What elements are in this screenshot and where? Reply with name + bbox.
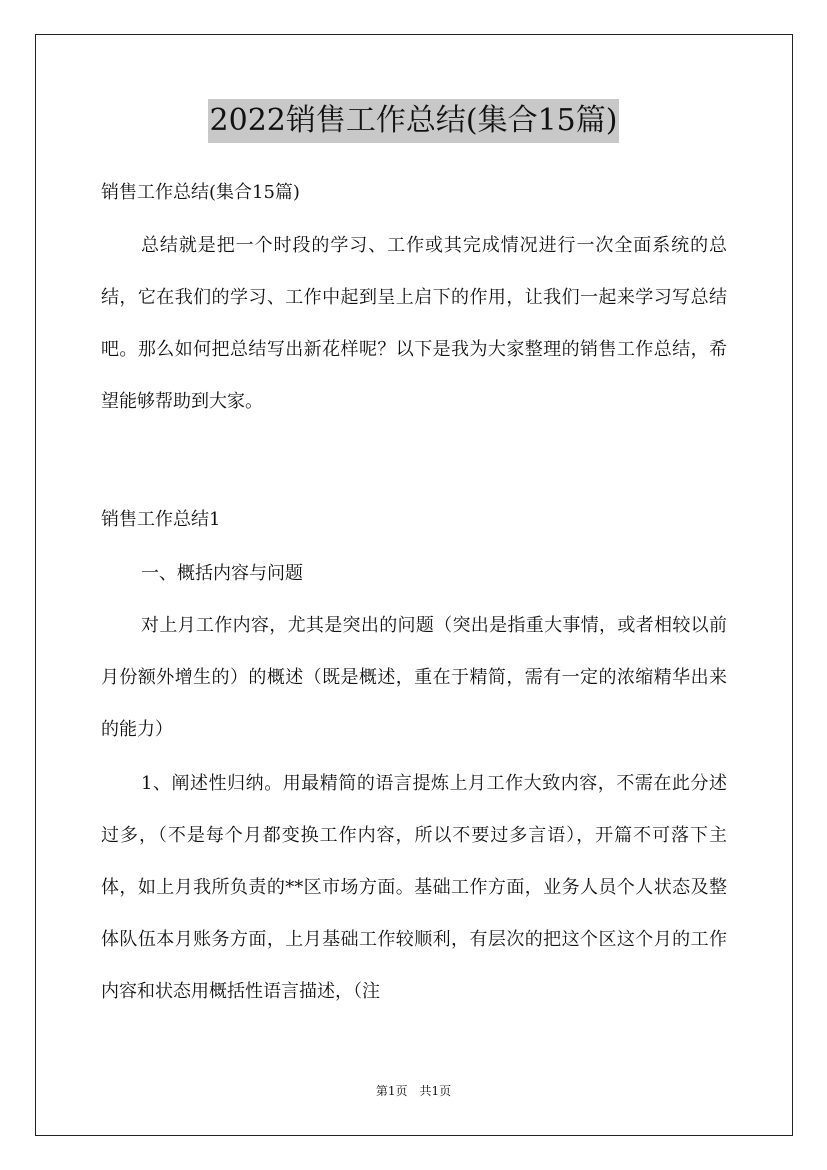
section-heading: 销售工作总结1	[101, 509, 221, 530]
intro-paragraph: 总结就是把一个时段的学习、工作或其完成情况进行一次全面系统的总结，它在我们的学习、工作中起到呈上启下的作用，让我们一起来学习写总结吧。那么如何把总结写出新花样呢？以下是我为大家整理的销售工作总结，希望能够帮助到大家。	[101, 235, 727, 412]
paragraph-overview: 对上月工作内容，尤其是突出的问题（突出是指重大事情，或者相较以前月份额外增生的）的概述（既是概述，重在于精简，需有一定的浓缩精华出来的能力）	[101, 615, 727, 740]
paragraph-summary: 1、阐述性归纳。用最精简的语言提炼上月工作大致内容，不需在此分述过多，（不是每个月都变换工作内容，所以不要过多言语），开篇不可落下主体，如上月我所负责的**区市场方面。基础工作方面，业务人员个人状态及整体队伍本月账务方面，上月基础工作较顺利，有层次的把这个区这个月的工作内容和状态用概括性语言描述，（注	[101, 773, 727, 1002]
page-footer: 第1页 共1页	[375, 1084, 452, 1098]
sub-heading: 一、概括内容与问题	[141, 563, 303, 584]
document-title: 2022销售工作总结(集合15篇)	[0, 99, 827, 143]
document-subtitle: 销售工作总结(集合15篇)	[101, 182, 300, 203]
